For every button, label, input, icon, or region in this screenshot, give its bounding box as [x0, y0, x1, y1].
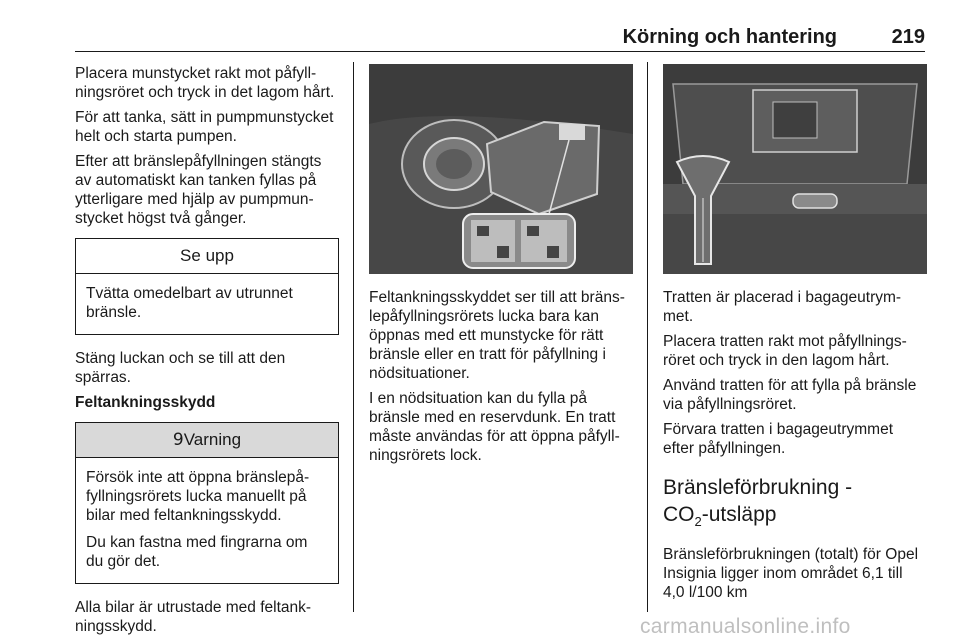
paragraph: Använd tratten för att fylla på bränsle via påfyllningsröret. [663, 377, 917, 413]
paragraph: Tratten är placerad i bagageutrym- met. [663, 289, 902, 325]
chapter-title: Körning och hantering [622, 26, 837, 48]
fuel-filler-flap-illustration [369, 64, 633, 274]
paragraph: För att tanka, sätt in pumpmunstycket helt och starta pumpen. [75, 109, 334, 145]
paragraph: I en nödsituation kan du fylla på bränsle med en reservdunk. En tratt måste användas för att öppna påfyll- ningsrörets lock. [369, 390, 620, 464]
column-1 [75, 64, 339, 642]
column-3 [663, 64, 927, 608]
paragraph: Stäng luckan och se till att den spärras. [75, 350, 286, 386]
header-rule [75, 51, 925, 52]
warning-triangle-icon: 9 [172, 430, 184, 450]
caution-text: Tvätta omedelbart av utrunnet bränsle. [86, 285, 293, 321]
column-divider [353, 62, 354, 612]
paragraph: Efter att bränslepåfyllningen stängts av automatiskt kan tanken fyllas på ytterligare med hjälp av pumpmun- stycket högst två gånger. [75, 153, 322, 227]
paragraph: Placera tratten rakt mot påfyllnings- röret och tryck in den lagom hårt. [663, 333, 907, 369]
paragraph: Placera munstycket rakt mot påfyll- ningsröret och tryck in det lagom hårt. [75, 65, 335, 101]
subheading: Feltankningsskydd [75, 394, 216, 411]
caution-heading: Se upp [76, 239, 338, 274]
section-title: Bränsleförbrukning - $CO_2$-utsläpp [663, 476, 853, 530]
warning-heading: 9Varning [76, 423, 338, 458]
paragraph: Förvara tratten i bagageutrymmet efter påfyllningen. [663, 421, 894, 457]
caution-box [75, 238, 339, 335]
paragraph: Bränsleförbrukningen (totalt) för Opel Insignia ligger inom området 6,1 till 4,0 l/100 km [663, 546, 919, 602]
paragraph: Alla bilar är utrustade med feltank- ningsskydd. [75, 599, 312, 635]
fuel-filler-flap-drawing [369, 64, 633, 274]
watermark: carmanualsonline.info [640, 615, 851, 638]
funnel-in-trunk-drawing [663, 64, 927, 274]
page-number: 219 [891, 26, 925, 48]
paragraph: Feltankningsskyddet ser till att bräns- lepåfyllningsrörets lucka bara kan öppnas med ett munstycke för rätt bränsle eller en tratt för påfyllning i nödsituationer. [369, 289, 625, 382]
warning-text: Du kan fastna med fingrarna om du gör det. [86, 534, 308, 570]
page-header [75, 26, 925, 52]
column-2 [369, 64, 633, 471]
warning-text: Försök inte att öppna bränslepå- fyllningsrörets lucka manuellt på bilar med feltankningsskydd. [86, 469, 310, 524]
warning-box [75, 422, 339, 584]
column-divider [647, 62, 648, 612]
funnel-in-trunk-illustration [663, 64, 927, 274]
